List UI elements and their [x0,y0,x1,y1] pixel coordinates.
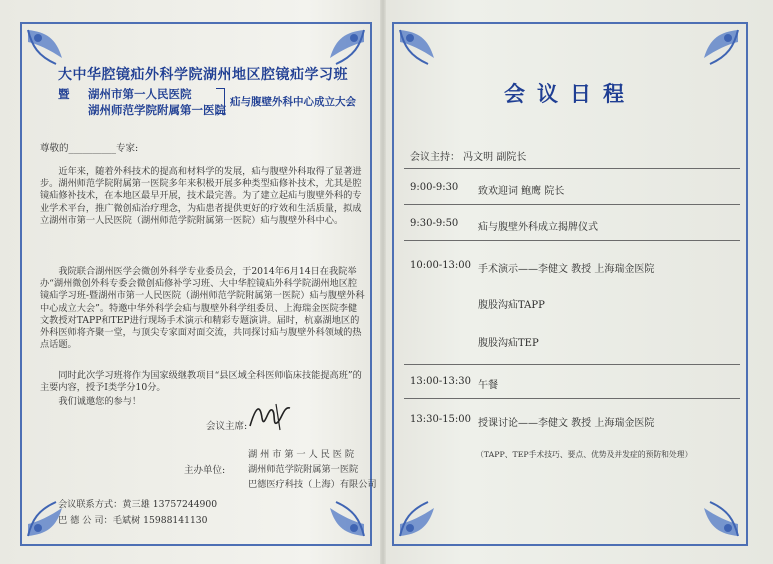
center-fold [380,0,386,564]
ji-label: 暨 [58,87,70,101]
paragraph-invite: 我们诚邀您的参与！ [58,396,142,407]
floral-ornament-icon [326,498,366,538]
schedule-time: 9:30-9:50 [410,218,459,229]
signature-icon [246,400,296,434]
schedule-time: 10:00-13:00 [410,260,472,271]
floral-ornament-icon [398,28,438,68]
organizer-3: 巴德医疗科技（上海）有限公司 [248,479,377,490]
floral-ornament-icon [326,28,366,68]
floral-ornament-icon [700,498,740,538]
divider [404,168,740,169]
schedule-item: 午餐 [478,380,498,391]
schedule-item: 授课讨论——李健文 教授 上海瑞金医院 [478,418,655,429]
schedule-time: 13:00-13:30 [410,376,472,387]
divider [404,364,740,365]
floral-ornament-icon [398,498,438,538]
hospital-name-a: 湖州市第一人民医院 [88,87,192,101]
meeting-chair: 会议主持： 冯文明 副院长 [410,152,527,163]
schedule-time: 13:30-15:00 [410,414,472,425]
floral-ornament-icon [26,28,66,68]
schedule-item: 疝与腹壁外科成立揭牌仪式 [478,222,598,233]
paragraph-event: 我院联合湖州医学会微创外科学专业委员会，于2014年6月14日在我院举办“湖州微创外科专委会微创疝修补学习班、大中华腔镜疝外科学院湖州地区腔镜疝学习班-暨湖州市第一人民医院（湖州师范学院附属第一医院）疝与腹壁外科中心成立大会”。特邀中华外科学会疝与腹壁外科学组委员、上海瑞金医院李健文教授对TAPP和TEP进行现场手术演示和精彩专题演讲。届时，杭嘉湖地区的外科医师将齐聚一堂，与顶尖专家面对面交流，共同探讨疝与腹壁外科领域的热点话题。 [40,266,365,351]
contact-line-1: 会议联系方式：黄三雄 13757244900 [58,499,218,510]
divider [404,398,740,399]
organizer-label: 主办单位: [184,465,226,476]
floral-ornament-icon [700,28,740,68]
session-note: （TAPP、TEP手术技巧、要点、优势及并发症的预防和处理） [476,450,693,459]
organizer-2: 湖州师范学院附属第一医院 [248,464,359,475]
center-founding-title: 疝与腹壁外科中心成立大会 [230,96,356,108]
title-bracket [216,88,225,114]
organizer-1: 湖 州 市 第 一 人 民 医 院 [248,449,355,460]
schedule-subitem: 腹股沟疝TEP [478,338,539,349]
course-title: 大中华腔镜疝外科学院湖州地区腔镜疝学习班 [58,67,348,83]
divider [404,240,740,241]
paragraph-credit: 同时此次学习班将作为国家级继教项目“县区域全科医师临床技能提高班”的主要内容，授予Ⅰ类学分10分。 [40,370,362,394]
schedule-item: 致欢迎词 鲍鹰 院长 [478,186,565,197]
chairman-label: 会议主席: [206,421,248,432]
schedule-time: 9:00-9:30 [410,182,459,193]
contact-line-2: 巴 德 公 司：毛斌树 15988141130 [58,515,208,526]
schedule-title: 会议日程 [504,82,636,106]
salutation: 尊敬的__________专家: [40,143,139,154]
divider [404,204,740,205]
paragraph-intro: 近年来，随着外科技术的提高和材料学的发展，疝与腹壁外科取得了显著进步。湖州师范学院附属第一医院多年来积极开展多种类型疝修补技术，尤其是腔镜疝修补技术，在本地区最早开展，技术最完善。为了建立起疝与腹壁外科的专业学术平台，推广微创疝治疗理念，为疝患者提供更好的疗效和生活质量，拟成立湖州市第一人民医院（湖州师范学院附属第一医院）疝与腹壁外科中心。 [40,166,362,226]
hospital-name-b: 湖州师范学院附属第一医院 [88,103,226,117]
schedule-subitem: 腹股沟疝TAPP [478,300,545,311]
schedule-item: 手术演示——李健文 教授 上海瑞金医院 [478,264,655,275]
